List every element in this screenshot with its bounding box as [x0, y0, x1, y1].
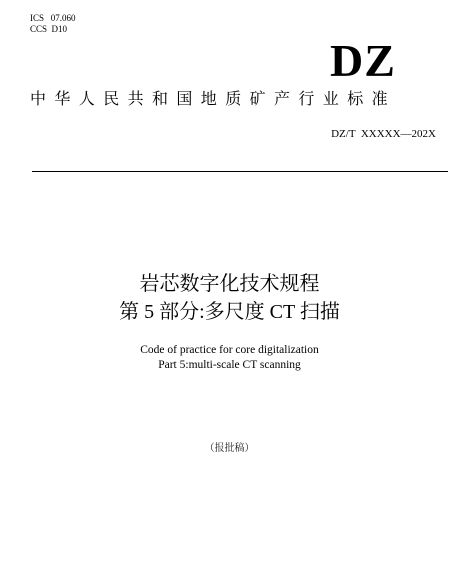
standard-logo: DZ	[330, 35, 396, 86]
chinese-title-line-1: 岩芯数字化技术规程	[139, 273, 320, 295]
english-title-line-2: Part 5:multi-scale CT scanning	[158, 359, 301, 371]
chinese-title	[0, 270, 459, 326]
chinese-title-line-2: 第 5 部分:多尺度 CT 扫描	[119, 301, 340, 323]
header-divider	[32, 171, 448, 172]
english-title-line-1: Code of practice for core digitalization	[140, 344, 319, 356]
standard-category-name: 中华人民共和国地质矿产行业标准	[30, 89, 397, 108]
ccs-code: CCS D10	[30, 24, 68, 34]
ics-code: ICS 07.060	[30, 13, 76, 23]
english-title	[0, 343, 459, 373]
draft-status-label: （报批稿）	[204, 443, 255, 454]
standard-number: DZ/T XXXXX—202X	[331, 128, 436, 140]
